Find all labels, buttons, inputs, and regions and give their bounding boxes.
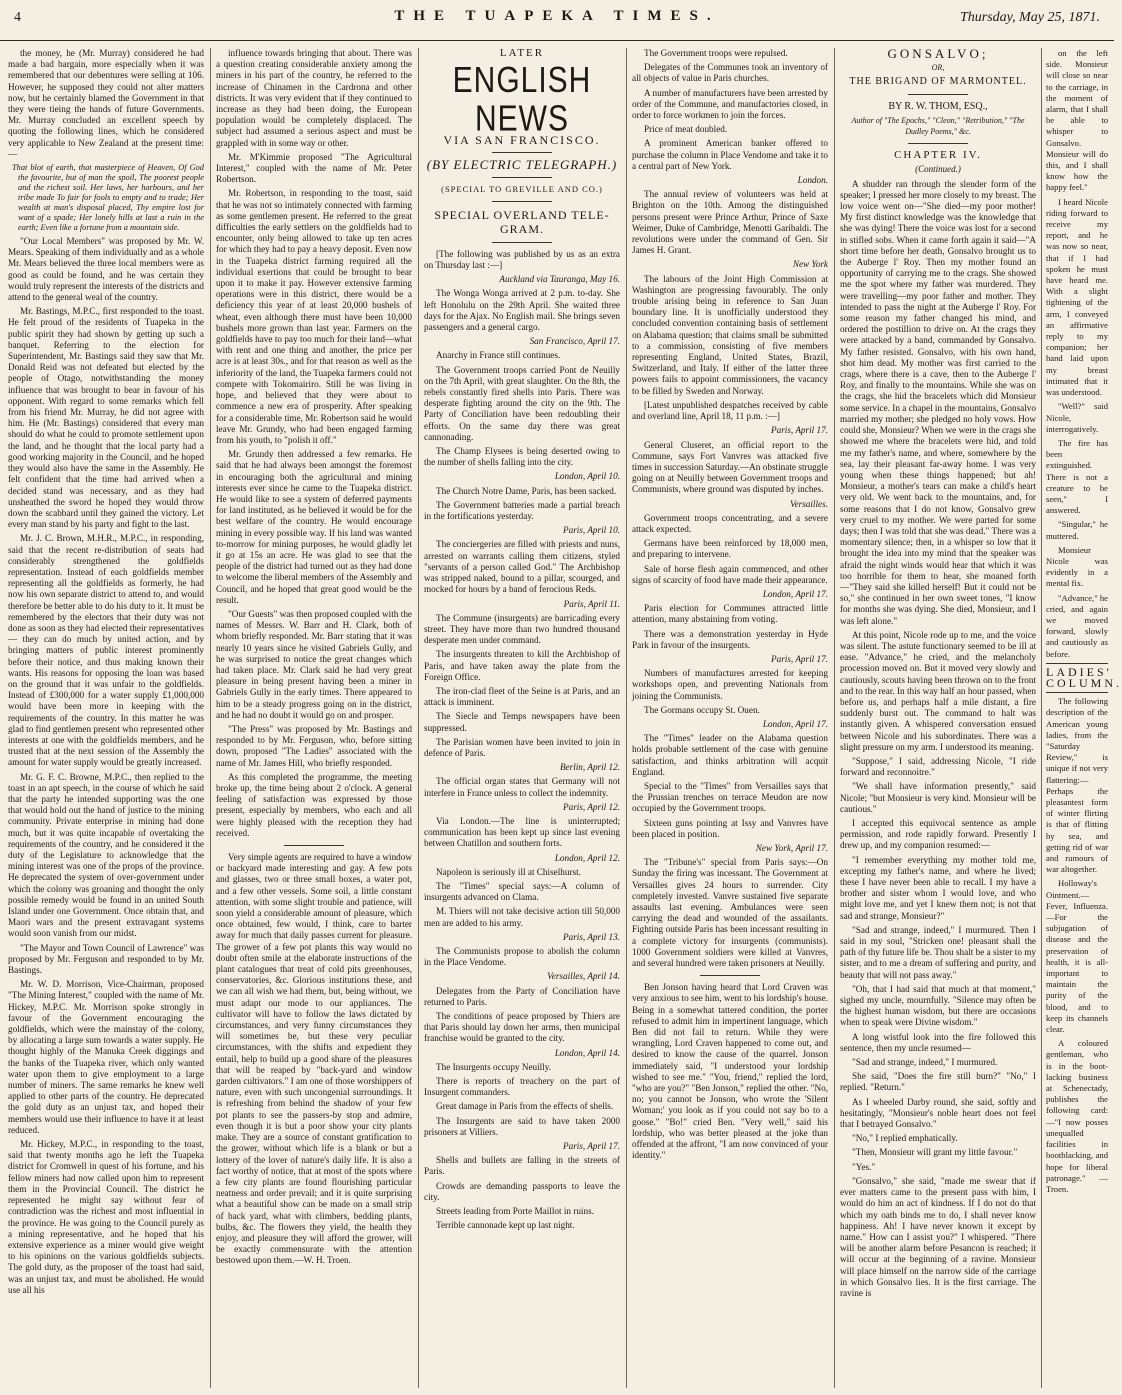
paragraph: Mr. M'Kimmie proposed "The Agricultural Interest," coupled with the name of Mr. Peter Robertson. bbox=[216, 151, 412, 185]
paragraph: A shudder ran through the slender form of the speaker; I pressed her more closely to my breast. The low voice went on—"She died—my poor mother! My first distinct knowledge was the knowledge that she was dying! There the voice was lost for a second in stifled sobs. When it came forth again it said—"A short time before her death, Gonsalvo brought us to the Auberge l' Roy. Then my mother found an opportunity of carrying me to the crags. She showed me the spot where my father was murdered. They were travelling—my poor father and mother. They intended to pass the night at the Auberge l' Roy. For some reason my father changed his mind, and ordered the postillion to drive on. At the crags they were attacked by a band, commanded by Gonsalvo. My father resisted. Gonsalvo, with his own hand, shot him dead. My mother was first carried to the crags, where there is a cave, then to the Auberge l' Roy, and finally to the mountains. While she was on the crags, she hid the bracelets which did Monsieur some service. In a chapel in the mountains, Gonsalvo married my mother; she pledged no holy vows. How could she, Monsieur? When we were in the crags she showed me where the bracelets were hid, and told me my father's name, and where, somewhere by the sea, lay their pleasant far-away home. I was very young when these things happened; but ah! Monsieur, a mother's tears can make a child's heart very old. We went back to the mountains, and, for some reasons that I do not know, Gonsalvo grew very cruel to my mother. We were parted for some days; then I was told that she was dead." There was a momentary silence; then, in a whisper so low that it brought the idea into my mind that the speaker was afraid the night winds would hear that which it was too horrible for them to hear, she moaned forth—"They said she killed herself! But it could not be so," she continued in her own sweet tones, "I know for months she was dying. She died, Monsieur, and I was left alone." bbox=[840, 178, 1036, 626]
paragraph: "Suppose," I said, addressing Nicole, "I ride forward and reconnoitre." bbox=[840, 755, 1036, 778]
paragraph: The "Tribune's" special from Paris says:—On Sunday the firing was incessant. The Government at Versailles gives 24 hours to surrender. City completely invested. Vanvre sustained five separate assaults last evening. Ambulances were seen carrying the dead and wounded of the assailants. Fighting outside Paris has been incessant resulting in a complete victory for insurgents (communists). 1000 Government soldiers were killed at Vanvres, and several hundred were taken prisoners at Neuilly. bbox=[632, 857, 828, 969]
paragraph: the money, he (Mr. Murray) considered he had made a bad bargain, more especially when it was remembered that our debentures were selling at 106. However, he supposed they could not alter matters now, but he certainly blamed the Government in that they were tieing the hands of future Governments. Mr. Murray concluded an excellent speech by quoting the following lines, which he considered very applicable to New Zealand at the present time:— bbox=[8, 48, 204, 159]
paragraph: "Sad and strange, indeed," I murmured. bbox=[852, 1057, 998, 1068]
dateline: Versailles, April 14. bbox=[547, 971, 620, 982]
paragraph: As this completed the programme, the meeting broke up, the time being about 2 o'clock. A general feeling of satisfaction was expressed by those present, especially by members, who each and all were highly pleased with the reception they had received. bbox=[216, 771, 412, 838]
paragraph: M. Thiers will not take decisive action till 50,000 men are added to his army. bbox=[424, 906, 620, 928]
paragraph: The "Times" special says:—A column of insurgents advanced on Clama. bbox=[424, 880, 620, 903]
section-divider bbox=[492, 152, 552, 153]
paragraph: Great damage in Paris from the effects of shells. bbox=[436, 1101, 614, 1112]
paragraph: The Siecle and Temps newspapers have been suppressed. bbox=[424, 711, 620, 733]
paragraph: The fire has been extinguished. There is not a creature to be seen," I answered. bbox=[1046, 437, 1108, 516]
paragraph: Mr. Robertson, in responding to the toast, said that he was not so intimately connected with farming as some gentlemen present. He referred to the great difficulties the early settlers on the goldfields had to encounter, only being allowed to take up ten acres for which they had to pay a heavy deposit. Even now in the Tuapeka district farming required all the individual exertions that could be brought to bear upon it to make it pay. However extensive farming operations were in this district, there would be a deficiency this year of at least 20,000 bushels of wheat, even although there must have been 10,000 bushels more grown than last year. Farmers on the goldfields have to pay too much for their land—what with rent and one thing and another, the price per acre is at least 30s., and for that reason as well as the inferiority of the land, the Tuapeka farmers could not compete with Tokomairiro. Still he was living in hope, and believed that they were about to commence a new era of prosperity. After speaking for a considerable time, Mr. Robertson said he would leave Mr. Grundy, who had been engaged farming from his youth, to "polish it off." bbox=[216, 188, 412, 445]
dateline: Paris, April 17. bbox=[770, 425, 828, 436]
paragraph: "Gonsalvo," she said, "made me swear that if ever matters came to the present pass with him, I would do him an act of kindness. If I do not do that which my oath binds me to do, I shall never know happiness. Ah! I have never known it except by name." How can I assist you?" I whispered. "There will be another alarm before Pesancon is reached; it will occur at the beginning of a ravine. Monsieur will place himself on the narrow side of the carriage in which Gonsalvo lies. It is the first carriage. The ravine is bbox=[840, 1175, 1036, 1298]
story-byline: BY R. W. THOM, ESQ., bbox=[888, 100, 988, 112]
paragraph: There is reports of treachery on the part of Insurgent commanders. bbox=[424, 1076, 620, 1098]
quoted-verse: That blot of earth, that masterpiece of Heaven, Of God the favourite, but of man the spoil, The poorest people and the richest soil. Her laws, her harbours, and her tribe made To fair for fools to empty and to trade; Her wealth at man's disposal placed, Thy empire lost for want of a spade; Her lonely hills at last a ruin in the earth; Even like a fortune from a mountain side. bbox=[12, 163, 204, 233]
section-divider bbox=[492, 201, 552, 202]
section-headline: ENGLISH NEWS bbox=[452, 61, 592, 140]
paragraph: Sixteen guns pointing at Issy and Vanvres have been placed in position. bbox=[632, 817, 828, 839]
dateline: New York, April 17. bbox=[755, 843, 828, 853]
paragraph: "Oh, that I had said that much at that moment," sighed my uncle, mournfully. "Silence may often be the highest human wisdom, but there are occasions when to speak were Divine wisdom." bbox=[840, 983, 1036, 1028]
section-kicker: LATER bbox=[499, 47, 545, 59]
paragraph: Mr. Bastings, M.P.C., first responded to the toast. He felt proud of the residents of Tuapeka in the public spirit they had shown by getting up such a banquet. Referring to the election for Superintendent, Mr. Bastings said they saw that Mr. Donald Reid was not defeated but elected by the people of Otago, notwithstanding the money influence that was brought to bear in favour of his opponent. With regard to some remarks which fell from his friend Mr. Murray, he did not agree with him. He (Mr. Bastings) considered that every man should do what he could to promote settlement upon the land, and he thought that the local party had a good working majority in the Council, and he hoped they would also have the same in the Assembly. He felt confident that the time had arrived when a decided stand was necessary, and as they had unsheathed the sword he hoped they would throw down the scabbard until they gained the victory. Let every man stand by his party and fight to the last. bbox=[8, 306, 204, 530]
paragraph: Government troops concentrating, and a severe attack expected. bbox=[632, 512, 828, 534]
paragraph: Napoleon is seriously ill at Chiselhurst. bbox=[436, 866, 581, 877]
paragraph: Price of meat doubled. bbox=[644, 124, 728, 135]
column-5 bbox=[840, 48, 1036, 1388]
paragraph: "Our Local Members" was proposed by Mr. W. Mears. Speaking of them individually and as a whole Mr. Mears believed the three local members were as good as could be found, and he was certain they would truly represent the interests of the districts and attend to the general weal of the country. bbox=[8, 236, 204, 303]
column-rule bbox=[210, 48, 211, 1388]
paragraph: I heard Nicole riding forward to receive my report, and he was now so near, that if I had spoken he must have heard me. With a slight tightening of the arm, I conveyed an affirmative reply to my companion; her hand laid upon my breast intimated that it was understood. bbox=[1046, 196, 1108, 398]
special-head: SPECIAL OVERLAND TELE-GRAM. bbox=[434, 207, 610, 236]
paragraph: Ben Jonson having heard that Lord Craven was very anxious to see him, went to his lordship's house. Being in a somewhat tattered condition, the porter refused to admit him in impertinent language, which Ben did not fail to return. While they were wrangling, Lord Craven happened to come out, and desired to know the cause of the quarrel. Jonson immediately said, "I understood your lordship wished to see me." "You, friend," replied the lord, "who are you?" "Ben Jonson," replied the other. "No, no; you cannot be Jonson, who wrote the 'Silent Woman;' you look as if you could not say bo to a goose." "Bo!" cried Ben. "Very well," said his lordship, who was better pleased at the joke than offended at the affront, "I am now convinced of your identity." bbox=[632, 982, 828, 1161]
story-or: OR, bbox=[931, 63, 945, 73]
paragraph: Terrible cannonade kept up last night. bbox=[436, 1220, 575, 1231]
paragraph: Special to the "Times" from Versailles says that the Prussian trenches on terrace Meudon are now occupied by the Government troops. bbox=[632, 780, 828, 814]
paragraph: The Insurgents are said to have taken 2000 prisoners at Villiers. bbox=[424, 1115, 620, 1137]
paragraph: Mr. Hickey, M.P.C., in responding to the toast, said that twenty months ago he left the Tuapeka district for Cromwell in quest of his fortune, and his fellow miners had now called upon him to represent them in the Provincial Council. The district he represented he might say without fear of contradiction was the richest and most influential in the province. He was going to the Council purely as a mining representative, and he hoped that his extensive experience as a miner would give weight to his opinions on the various goldfields subjects. The gold duty, as the proposer of the toast had said, was an unjust tax, and must be abolished. He would use all his bbox=[8, 1139, 204, 1295]
paragraph: Monsieur Nicole was evidently in a mental fix. bbox=[1046, 544, 1108, 589]
section-divider bbox=[908, 94, 968, 95]
column-6 bbox=[1046, 48, 1122, 1388]
paragraph: Mr. W. D. Morrison, Vice-Chairman, proposed "The Mining Interest," coupled with the name of Mr. Hickey, M.P.C. Mr. Morrison spoke strongly in favour of the Government encouraging the goldfields, which were the mainstay of the colony, by allocating a large sum towards a water supply. He thought highly of the Manuka Creek diggings and the banks of the Tuapeka river, which only wanted water upon them to give employment to a large number of miners. The same remarks he knew well applied to other parts of the country. He deprecated the gold duty as an unjust tax, and hoped their members would use their influence to have it at least reduced. bbox=[8, 979, 204, 1135]
dateline: Paris, April 17. bbox=[770, 653, 828, 664]
paragraph: influence towards bringing that about. There was a question creating considerable anxiety among the miners in his part of the country, he referred to the increase of Chinamen in the Cardrona and other districts. It was very evident that if they continued to increase as they had been doing, the European population would be completely displaced. The subject had assumed a serious aspect and must be grappled with in some way or other. bbox=[216, 48, 412, 148]
dateline: San Francisco, April 17. bbox=[529, 336, 620, 347]
paragraph: The conciergeries are filled with priests and nuns, arrested on warrants calling them citizens, styled "servants of a person called God." The Archbishop was stripped naked, bound to a pillar, scourged, and mocked for hours by a band of ferocious Reds. bbox=[424, 539, 620, 595]
column-3 bbox=[424, 48, 620, 1388]
dateline: London, April 14. bbox=[554, 1047, 620, 1058]
section-divider bbox=[700, 975, 760, 976]
paragraph: She said, "Does the fire still burn?" "No," I replied. "Return." bbox=[840, 1071, 1036, 1093]
paragraph: The Gormans occupy St. Ouen. bbox=[644, 704, 760, 715]
paragraph: The insurgents threaten to kill the Archbishop of Paris, and have taken away the plate from the Foreign Office. bbox=[424, 649, 620, 682]
paragraph: Via London.—The line is uninterrupted; communication has been kept up since last evening between Chatillon and southern forts. bbox=[424, 815, 620, 849]
ladies-column-heading: LADIES' COLUMN. bbox=[1046, 663, 1108, 693]
column-rule bbox=[418, 48, 419, 1388]
dateline: London, April 17. bbox=[762, 718, 828, 729]
paragraph: A long wistful look into the fire followed this sentence, then my uncle resumed— bbox=[840, 1031, 1036, 1053]
story-subtitle: THE BRIGAND OF MARMONTEL. bbox=[849, 76, 1027, 88]
dateline: London, April 10. bbox=[554, 471, 620, 482]
paragraph: "No," I replied emphatically. bbox=[852, 1133, 958, 1144]
paragraph: I accepted this equivocal sentence as ample permission, and rode rapidly forward. Presently I drew up, and my companion resumed:— bbox=[840, 818, 1036, 851]
dateline: Paris, April 11. bbox=[563, 598, 620, 609]
paragraph: At this point, Nicole rode up to me, and the voice was silent. The astute functionary seemed to be ill at ease. "Advance," he cried, and the melancholy procession moved on. But it moved very slowly and cautiously, scouts having been thrown on to the front and to the rear. In this way half an hour passed, when before us, and perhaps half a mile distant, a fire suddenly burst out. The command to halt was instantly given. A whispered conversation ensued between Nicole and his subordinates. There was a slight pressure on my arm. I understood its meaning. bbox=[840, 629, 1036, 752]
column-2 bbox=[216, 48, 412, 1388]
paragraph: "Our Guests" was then proposed coupled with the names of Messrs. W. Barr and H. Clark, both of whom briefly responded. Mr. Barr stating that it was nearly 10 years since he visited Gabriels Gully, and he was surprised to notice the great changes which had taken place. Mr. Clark said he had very great pleasure in being present having been a miner in Gabriels Gully in the early times. There appeared to him to be a steady progress going on in the district, and he had no doubt it would go on and prosper. bbox=[216, 608, 412, 720]
paragraph: "Yes." bbox=[852, 1161, 876, 1172]
column-rule bbox=[1041, 48, 1042, 1388]
paragraph: Delegates of the Communes took an inventory of all objects of value in Paris churches. bbox=[632, 62, 828, 84]
continued-note: (Continued.) bbox=[915, 164, 961, 175]
paragraph: Crowds are demanding passports to leave the city. bbox=[424, 1180, 620, 1202]
paragraph: The Government batteries made a partial breach in the fortifications yesterday. bbox=[424, 499, 620, 522]
telegraph-head: (BY ELECTRIC TELEGRAPH.) bbox=[426, 157, 618, 173]
paragraph: The iron-clad fleet of the Seine is at Paris, and an attack is imminent. bbox=[424, 685, 620, 708]
paragraph: The Government troops carried Pont de Neuilly on the 7th April, with great slaughter. On the 8th, the rebels constantly fired shells into Paris. There was desperate fighting around the city on the 9th. The Party of Conciliation have been redoubling their efforts. On the same day there was great cannonading. bbox=[424, 364, 620, 442]
paragraph: Sale of horse flesh again commenced, and other signs of scarcity of food have made their appearance. bbox=[632, 563, 828, 585]
paragraph: The official organ states that Germany will not interfere in France unless to collect the indemnity. bbox=[424, 776, 620, 798]
paragraph: General Cluseret, an official report to the Commune, says Fort Vanvres was attacked five times in succession Saturday.—An obstinate struggle going on at Neuilly between Government troops and Communists, where ground was disputed by inches. bbox=[632, 439, 828, 495]
paragraph: "Advance," he cried, and again we moved forward, slowly and cautiously as before. bbox=[1046, 592, 1108, 659]
paragraph: "Singular," he muttered. bbox=[1046, 519, 1108, 541]
paragraph: The Church Notre Dame, Paris, has been sacked. bbox=[436, 485, 617, 496]
paragraph: "The Press" was proposed by Mr. Bastings and responded to by Mr. Ferguson, who, before sitting down, proposed "The Ladies" associated with the name of Mr. James Hill, who briefly responded. bbox=[216, 723, 412, 768]
paragraph: Germans have been reinforced by 18,000 men, and preparing to intervene. bbox=[632, 538, 828, 560]
page-number: 4 bbox=[14, 10, 21, 25]
paragraph: Delegates from the Party of Conciliation have returned to Paris. bbox=[424, 985, 620, 1007]
column-4 bbox=[632, 48, 828, 1388]
paragraph: A number of manufacturers have been arrested by order of the Commune, and manufactories closed, in order to force workmen to join the forces. bbox=[632, 87, 828, 121]
paragraph: Mr. J. C. Brown, M.H.R., M.P.C., in responding, said that the recent re-distribution of seats had considerably strengthened the goldfields representation. Instead of each goldfields member representing all the goldfields as formerly, he had now his own separate district to attend to, and would therefore be better able to do his duty to it. It must be remembered by the electors that their duty was not done as soon as they had elected their representatives — they can do much by united action, and by bringing matters of public interest prominently before their notice, and thus making known their wants. His reasons for opposing the loan was based on the ground that it was unfair to the goldfields. Instead of £300,000 for a water supply £1,000,000 would have been more in keeping with the requirements of the country. In this matter he was glad to find gentlemen present who represented other interests at one with the goldfields members, and he trusted that at the next session of the Assembly the amount for water supply would be greatly increased. bbox=[8, 533, 204, 768]
paragraph: A prominent American banker offered to purchase the column in Place Vendome and take it to a central part of New York. bbox=[632, 138, 828, 171]
paragraph: The Government troops were repulsed. bbox=[644, 48, 788, 58]
paragraph: The Communists propose to abolish the column in the Place Vendome. bbox=[424, 945, 620, 968]
section-divider bbox=[492, 177, 552, 178]
paragraph: Streets leading from Porte Maillot in ruins. bbox=[436, 1206, 594, 1217]
paragraph: [The following was published by us as an extra on Thursday last :—] bbox=[424, 248, 620, 271]
paragraph: The Wonga Wonga arrived at 2 p.m. to-day. She left Honolulu on the 29th April. She waited three days for the Ajax. No English mail. She brings seven passengers and a general cargo. bbox=[424, 288, 620, 333]
paragraph: The Commune (insurgents) are barricading every street. They have more than two hundred thousand desperate men under command. bbox=[424, 612, 620, 646]
dateline: London. bbox=[797, 175, 828, 186]
paragraph: Paris election for Communes attracted little attention, many abstaining from voting. bbox=[632, 603, 828, 625]
paragraph: The Champ Elysees is being deserted owing to the number of shells falling into the city. bbox=[424, 446, 620, 468]
story-title: GONSALVO; bbox=[887, 46, 989, 61]
section-subhead: VIA SAN FRANCISCO. bbox=[443, 133, 601, 148]
paragraph: A coloured gentleman, who is in the boot-lacking business at Schenectady, publishes the following card:—"I now posses unequalled facilities in bootblacking, and hope for liberal patronage." —Troen. bbox=[1046, 1038, 1108, 1194]
paragraph: The following description of the American young ladies, from the "Saturday Review," is unique if not very flattering:—Perhaps the pleasantest form of winter flirting is that of flitting by sea, and getting rid of war and rumours of war altogether. bbox=[1046, 696, 1108, 875]
dateline: Versailles. bbox=[789, 498, 828, 509]
column-1 bbox=[8, 48, 204, 1388]
paragraph: As I wheeled Darby round, she said, softly and hesitatingly, "Monsieur's noble heart does not feel that I betrayed Gonsalvo." bbox=[840, 1096, 1036, 1130]
paragraph: on the left side. Monsieur will close so near to the carriage, in the moment of alarm, that I shall be able to whisper to Gonsalvo. Monsieur will do this, and I shall know how the happy feel." bbox=[1046, 48, 1108, 193]
paragraph: "Then, Monsieur will grant my little favour." bbox=[852, 1147, 1018, 1158]
paragraph: "I remember everything my mother told me, excepting my father's name, and where he lived; these I have never been able to recall. I my have a brother and sister whom I would love, and who might love me, and yet I knew them not; is not that sad and strange, Monsieur?" bbox=[840, 854, 1036, 921]
paragraph: Mr. Grundy then addressed a few remarks. He said that he had always been amongst the foremost in encouraging both the agricultural and mining interests ever since he came to the Tuapeka district. He would like to see a system of deferred payments for land instituted, as he believed it would be for the best welfare of the country. He would encourage mining in every possible way. If his land was wanted to-morrow for mining purposes, he would gladly let it go at 15s an acre. He was glad to see that the people of the district had turned out as they had done to welcome the liberal members of the Assembly and Council, and he hoped that great good would be the result. bbox=[216, 449, 412, 605]
dateline: Berlin, April 12. bbox=[559, 762, 620, 773]
paragraph: [Latest unpublished despatches received by cable and overland line, April 18, 11 p.m. :—] bbox=[632, 399, 828, 422]
dateline: New York bbox=[792, 259, 828, 270]
paragraph: The Insurgents occupy Neuilly. bbox=[436, 1061, 552, 1072]
chapter-heading: CHAPTER IV. bbox=[894, 149, 982, 162]
dateline: London, April 17. bbox=[762, 588, 828, 599]
dateline: Paris, April 10. bbox=[562, 525, 620, 536]
issue-date: Thursday, May 25, 1871. bbox=[960, 10, 1100, 25]
section-divider bbox=[284, 845, 344, 846]
paragraph: Very simple agents are required to have a window or backyard made interesting and gay. A few pots and glasses, two or three small boxes, a water pot, and a few other vessels. Some soil, a little constant attention, with some slight trouble and patience, will soon yield a considerable amount of pleasure, which once obtained, few would, I think, care to barter away for much that daily passes current for pleasure. The grower of a few pot plants this way would no doubt often smile at the elaborate instructions of the plant catalogues that treat of cold pits greenhouses, conservatories, &c. Glorious institutions these, and we can all wish we had them, but, being without, we must adapt our mode to our appliances. The cultivator will have to follow the laws dictated by circumstances, and very funny circumstances they will sometimes be, but these very peculiar circumstances, with the shifts and expedient they entail, help to build up a good share of the pleasures that will be reaped by "back-yard and window garden cultivators." I am one of those worshippers of nature, even with such uncongenial surroundings. It is refreshing from behind the shadow of your few pot plants to see the passers-by stop and admire, even though it is but a poor show your city plants make. They are a source of constant gratification to the grower, without which life is a blank or but a lottery of the lover of nature's daily life. It is also a fact worthy of notice, that at most of the spots where a few city plants are found flourishing particular neatness and order prevail; and it is quite surprising what a beautiful show can be made on a small strip of back yard, what with climbers, bedding plants, bulbs, &c. The flowers they yield, the health they enjoy, and pleasure they will afford the grower, will be exactly commensurate with the attention bestowed upon them.—W. H. Troen. bbox=[216, 852, 412, 1266]
dateline: London, April 12. bbox=[554, 852, 620, 863]
column-rule bbox=[834, 48, 835, 1388]
section-divider bbox=[908, 143, 968, 144]
paragraph: "The Mayor and Town Council of Lawrence" was proposed by Mr. Ferguson and responded to by Mr. Bastings. bbox=[8, 942, 204, 976]
paragraph: "Sad and strange, indeed," I murmured. Then I said in my soul, "Stricken one! pleasant shall the path of thy future life be. Thou shalt be a sister to my sister, and to me a dream of suffering and purity, and beauty that will not pass away." bbox=[840, 924, 1036, 980]
column-rule bbox=[626, 48, 627, 1388]
paragraph: "We shall have information presently," said Nicole; "but Monsieur is very kind. Monsieur will be cautious." bbox=[840, 781, 1036, 814]
paragraph: "Well?" said Nicole, interrogatively. bbox=[1046, 401, 1108, 434]
masthead bbox=[0, 0, 1114, 41]
dateline: Paris, April 12. bbox=[562, 801, 620, 812]
paragraph: The "Times" leader on the Alabama question holds probable settlement of the case with genuine satisfaction, and thinks arbitration will acquit England. bbox=[632, 733, 828, 777]
paragraph: The labours of the Joint High Commission at Washington are progressing favourably. The only trouble arising being in reference to San Juan boundary line. It is unofficially understood they concluded convention containing basis of settlement on Alabama question; that claims small be submitted to a commission, consisting of five members representing England, United States, Brazil, Switzerland, and Italy. If either of the latter three powers fails to appoint commissioners, the vacancy to be filled by Sweden and Norway. bbox=[632, 273, 828, 396]
newspaper-title: THE TUAPEKA TIMES. bbox=[394, 8, 720, 24]
section-divider bbox=[492, 242, 552, 243]
paragraph: The Parisian women have been invited to join in defence of Paris. bbox=[424, 736, 620, 758]
paragraph: Holloway's Ointment.—Fever, Influenza.—For the subjugation of disease and the preservation of health, it is all-important to maintain the purity of the blood, and to keep its channels clear. bbox=[1046, 878, 1108, 1035]
dateline: Paris, April 17. bbox=[562, 1141, 620, 1152]
paragraph: The annual review of volunteers was held at Brighton on the 10th. Among the distinguished persons present were Prince Arthur, Prince of Saxe Weimer, Duke of Cambridge, Menotti Garibaldi. The revolutions were under the command of Gen. Sir James H. Grant. bbox=[632, 189, 828, 256]
paragraph: Shells and bullets are falling in the streets of Paris. bbox=[424, 1155, 620, 1177]
paragraph: Mr. G. F. C. Browne, M.P.C., then replied to the toast in an apt speech, in the course of which he said that the party he intended supporting was the one that would hold out the hand of justice to the mining community. Private enterprise in mining had done much, but it was quite incapable of overtaking the requirements of the country, and he considered it the duty of the Legislature to acknowledge that the mining interest was one of the props of the province. He deprecated the system of over-government under which the colony was groaning and thought the only possible remedy would be found in an united South Island under one Government. Once obtain that, and Maori wars and the present extravagant systems would soon vanish from our midst. bbox=[8, 771, 204, 939]
dateline: Paris, April 13. bbox=[562, 931, 620, 942]
dateline: Auckland via Tauranga, May 16. bbox=[499, 274, 620, 285]
paragraph: The conditions of peace proposed by Thiers are that Paris should lay down her arms, then municipal franchise would be granted to the city. bbox=[424, 1011, 620, 1044]
author-note: Author of "The Epochs," "Cleon," "Retribution," "The Dudley Poems," &c. bbox=[851, 115, 1025, 137]
paragraph: Anarchy in France still continues. bbox=[436, 350, 561, 361]
paragraph: There was a demonstration yesterday in Hyde Park in favour of the insurgents. bbox=[632, 628, 828, 650]
paragraph: Numbers of manufactures arrested for keeping workshops open, and preventing Nationals from joining the Communists. bbox=[632, 668, 828, 701]
special-to: (SPECIAL TO GREVILLE AND CO.) bbox=[441, 183, 603, 194]
